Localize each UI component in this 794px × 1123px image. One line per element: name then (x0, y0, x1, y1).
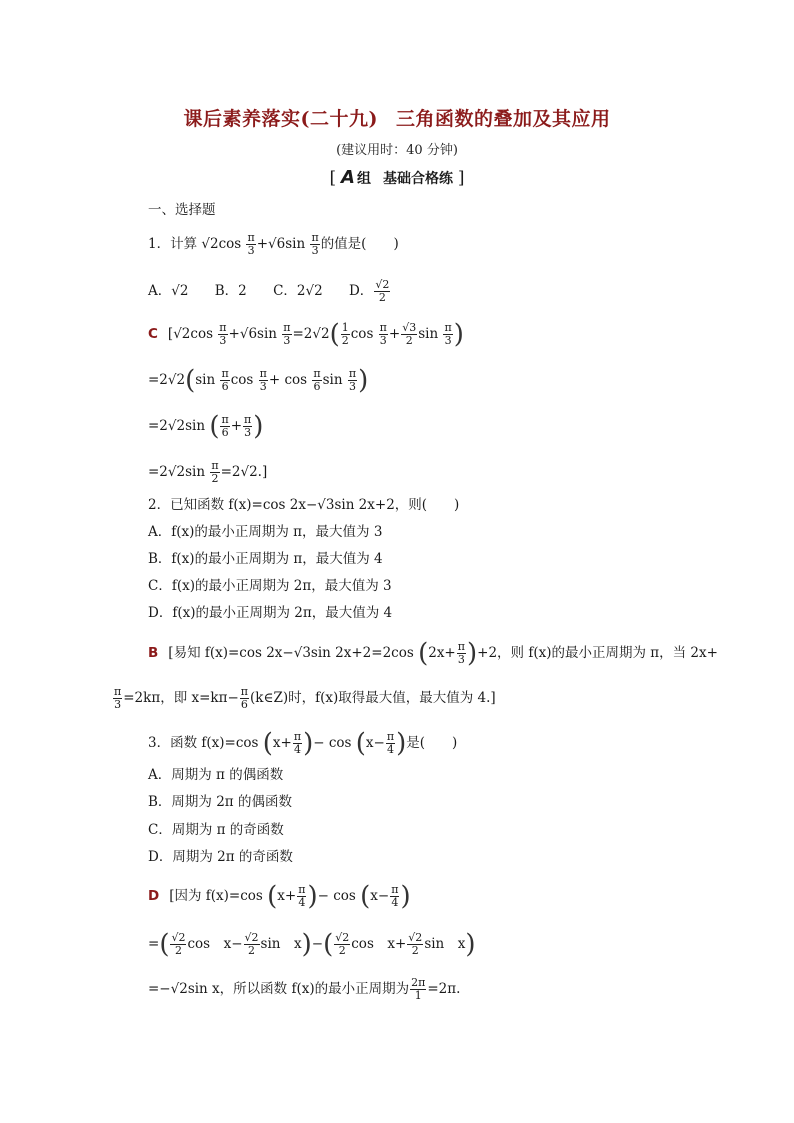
q3-answer: D (148, 888, 160, 904)
q2-solution-line-2: $\frac{\pi}{3}$ =2kπ，即 x=kπ− $\frac{\pi}{6}$ (k∈Z)时，f(x)取得最大值，最大值为 4.] (114, 685, 496, 711)
q1-stem: 1．计算 √2cos $\frac{\pi}{3}$ +√6sin $\frac{\pi}{3}$ 的值是( ) (148, 231, 399, 257)
q2-option-c: C．f(x)的最小正周期为 2π，最大值为 3 (148, 578, 392, 594)
q1-options: A．√2 B．2 C．2√2 D． $\frac{√2}{2}$ (148, 278, 390, 304)
group-label: 组 (356, 171, 371, 187)
q2-option-d: D．f(x)的最小正周期为 2π，最大值为 4 (148, 605, 393, 621)
q2-stem: 2．已知函数 f(x)=cos 2x−√3sin 2x+2，则( ) (148, 497, 460, 513)
q1-option-c: C．2√2 (273, 283, 323, 299)
q1-option-a: A．√2 (148, 283, 189, 299)
section-heading: 一、选择题 (148, 202, 216, 218)
q1-answer: C (148, 326, 158, 342)
q3-solution-line-1: D [因为 f(x)=cos (x+ $\frac{\pi}{4}$ )− cos (x− $\frac{\pi}{4}$ ) (148, 881, 411, 912)
q3-option-a: A．周期为 π 的偶函数 (148, 767, 284, 783)
suggested-time: (建议用时：40 分钟) (336, 143, 458, 158)
q3-option-b: B．周期为 2π 的偶函数 (148, 794, 292, 810)
page-title (0, 104, 794, 131)
q3-solution-line-2: =( $\frac{√2}{2}$ cos x− $\frac{√2}{2}$ sin x)−( $\frac{√2}{2}$ cos x+ $\frac{√2}{2}$ sin x) (148, 929, 476, 960)
q3-option-c: C．周期为 π 的奇函数 (148, 822, 284, 838)
q2-answer: B (148, 645, 159, 661)
group-heading (0, 167, 794, 188)
q2-option-b: B．f(x)的最小正周期为 π，最大值为 4 (148, 551, 383, 567)
group-letter: A (341, 167, 355, 188)
q3-stem: 3．函数 f(x)=cos (x+ $\frac{\pi}{4}$ )− cos (x− $\frac{\pi}{4}$ )是( ) (148, 728, 458, 759)
title-right: 三角函数的叠加及其应用 (395, 108, 611, 130)
q1-solution-line-4: =2√2sin $\frac{\pi}{2}$ =2√2.] (148, 459, 268, 485)
group-bracket-close: ] (457, 168, 465, 188)
q2-solution-line-1: B [易知 f(x)=cos 2x−√3sin 2x+2=2cos (2x+ $\frac{\pi}{3}$ )+2，则 f(x)的最小正周期为 π，当 2x+ (148, 638, 718, 669)
q3-option-d: D．周期为 2π 的奇函数 (148, 849, 293, 865)
group-bracket-open: [ (329, 168, 337, 188)
q1-option-d: D． (348, 283, 374, 299)
q1-solution-line-1: C [√2cos $\frac{\pi}{3}$ +√6sin $\frac{\pi}{3}$ =2√2( $\frac{1}{2}$ cos $\frac{\pi}{3}$ + $\frac{√3}{2}$ sin $\frac{\pi}{3}$ ) (148, 319, 464, 350)
title-left: 课后素养落实(二十九) (183, 108, 378, 130)
q2-option-a: A．f(x)的最小正周期为 π，最大值为 3 (148, 524, 383, 540)
group-name: 基础合格练 (382, 171, 453, 187)
q1-option-b: B．2 (214, 283, 247, 299)
q1-solution-line-2: =2√2(sin $\frac{\pi}{6}$ cos $\frac{\pi}{3}$ + cos $\frac{\pi}{6}$ sin $\frac{\pi}{3}$ ) (148, 365, 369, 396)
q1-solution-line-3: =2√2sin ( $\frac{\pi}{6}$ + $\frac{\pi}{3}$ ) (148, 411, 264, 442)
q3-solution-line-3: =−√2sin x，所以函数 f(x)的最小正周期为 $\frac{2\pi}{1}$ =2π. (148, 976, 461, 1002)
